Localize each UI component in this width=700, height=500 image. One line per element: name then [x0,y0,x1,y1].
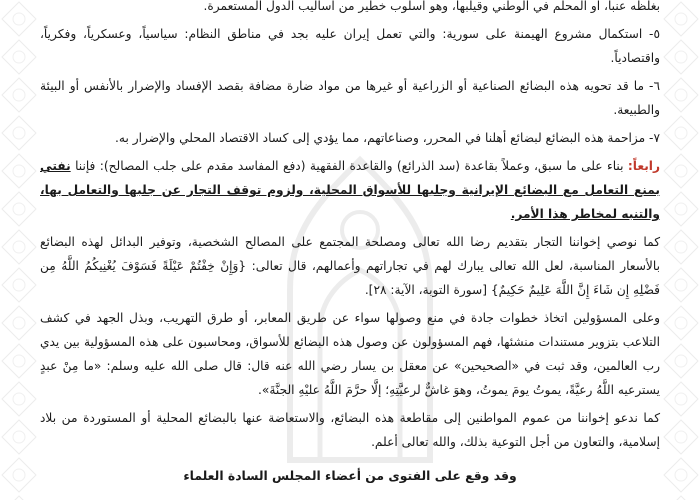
paragraph-officials: وعلى المسؤولين اتخاذ خطوات جادة في منع وصولها سواء عن طريق المعابر، أو طرق التهريب، وبذل الجهد في كشف التلاعب بتزوير مستندات منشئها، فهم المسؤولون عن وصول هذه البضائع للأسواق، ومحاسبون على هذه المسؤولية بين يدي رب العالمين، وقد ثبت في «الصحيحين» عن معقل بن يسار رضي الله عنه قال: قال صلى الله عليه وسلم: «ما مِنْ عبدٍ يسترعيه اللَّهُ رعيَّةً، يموتُ يومَ يموتُ، وهوَ غاشٌّ لرعيَّتِهِ؛ إلَّا حرَّمَ اللَّهُ عليْهِ الجنَّةَ». [40,311,660,397]
paragraph-item-6: ٦- ما قد تحويه هذه البضائع الصناعية أو الزراعية أو غيرها من مواد ضارة مضافة بقصد الإفساد والإضرار بالأنفس أو البيئة والطبيعة. [40,79,660,117]
paragraph-call-citizens: كما ندعو إخواننا من عموم المواطنين إلى مقاطعة هذه البضائع، والاستعاضة عنها بالبضائع المحلية أو المستوردة من بلاد إسلامية، والتعاون من أجل التوعية بذلك، والله تعالى أعلم. [40,411,660,449]
document-body [40,0,660,500]
verse-reference: [سورة التوبة، الآية: ٢٨]. [364,283,491,297]
paragraph-item-5: ٥- استكمال مشروع الهيمنة على سورية: والتي تعمل إيران عليه بجد في مناطق النظام: سياسياً، وعسكرياً، وفكرياً، واقتصادياً. [40,27,660,65]
paragraph-item-7: ٧- مزاحمة هذه البضائع لبضائع أهلنا في المحرر، وصناعاتهم، مما يؤدي إلى كساد الاقتصاد المحلي والإضرار به. [115,131,660,145]
fourth-intro: بناء على ما سبق، وعملاً بقاعدة (سد الذرائع) والقاعدة الفقهية (دفع المفاسد مقدم على جلب المصالح): فإننا [70,159,628,173]
quran-verse: {وَإِنْ خِفْتُمْ عَيْلَةً فَسَوْفَ يُغْنِيكُمُ اللَّهُ مِن فَضْلِهِ إِن شَاءَ إِنَّ اللَّهَ عَلِيمٌ حَكِيمٌ} [40,259,660,297]
section-label-fourth: رابعاً: [627,159,660,173]
fatwa-ruling-text: نفتي بمنع التعامل مع البضائع الإيرانية وجلبها للأسواق المحلية، ولزوم توقف التجار عن جلبها والتعامل بها، والتنبه لمخاطر هذا الأمر. [40,159,660,221]
ornament-border-right [662,0,700,500]
paragraph-advice-traders [40,230,660,302]
ornament-border-left [0,0,38,500]
paragraph-fourth-ruling [40,154,660,226]
advice-text: كما نوصي إخواننا التجار بتقديم رضا الله تعالى ومصلحة المجتمع على المصالح الشخصية، وتوفير البدائل لهذه البضائع بالأسعار المناسبة، لعل الله تعالى يبارك لهم في تجاراتهم وأعمالهم، قال تعالى: [40,235,660,273]
signatories-heading: وقد وقع على الفتوى من أعضاء المجلس السادة العلماء [183,468,517,483]
paragraph-cut-top: بغلظه عنبا، او المحلم في الوطني وقيلبها، وهو اسلوب خطير من اساليب الدول المستعمرة. [203,0,660,13]
